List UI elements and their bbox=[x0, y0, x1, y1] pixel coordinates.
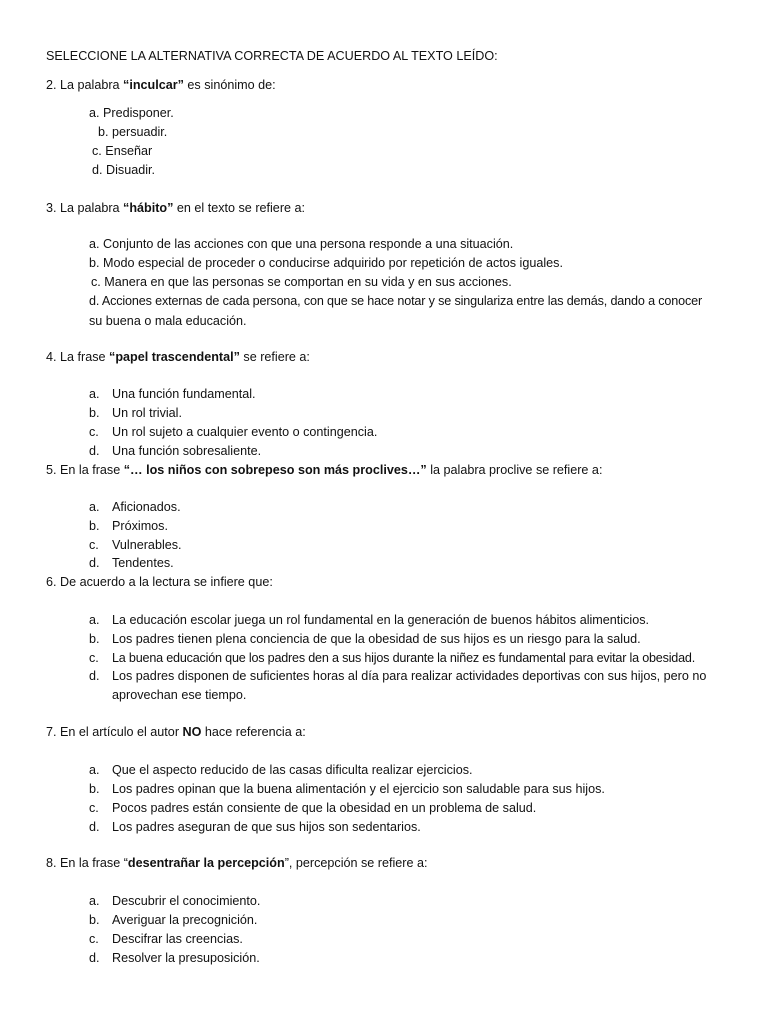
q3-option-b: b. Modo especial de proceder o conducirse adquirido por repetición de actos iguales. bbox=[89, 256, 563, 270]
q7-option-c: c. bbox=[89, 801, 99, 815]
q4-option-a-text: Una función fundamental. bbox=[112, 387, 256, 401]
q2-option-c: c. Enseñar bbox=[92, 144, 153, 158]
q7-option-d-text: Los padres aseguran de que sus hijos son sedentarios. bbox=[112, 820, 421, 834]
q8-option-c: c. bbox=[89, 932, 99, 946]
q7-option-c-text: Pocos padres están consiente de que la obesidad en un problema de salud. bbox=[112, 801, 537, 815]
instructions-header: SELECCIONE LA ALTERNATIVA CORRECTA DE ACUERDO AL TEXTO LEÍDO: bbox=[46, 49, 498, 63]
q5-option-d-text: Tendentes. bbox=[112, 556, 174, 570]
q4-option-d: d. bbox=[89, 444, 100, 458]
q7-option-a: a. bbox=[89, 763, 100, 777]
q5-option-b-text: Próximos. bbox=[112, 519, 168, 533]
q5-option-d: d. bbox=[89, 556, 100, 570]
q7-option-b: b. bbox=[89, 782, 100, 796]
q5-option-c-text: Vulnerables. bbox=[112, 538, 182, 552]
q7-option-b-text: Los padres opinan que la buena alimentación y el ejercicio son saludable para sus hijos. bbox=[112, 782, 605, 796]
q5-option-a-text: Aficionados. bbox=[112, 500, 181, 514]
q8-option-d-text: Resolver la presuposición. bbox=[112, 951, 260, 965]
q8-option-a: a. bbox=[89, 894, 100, 908]
question-8: 8. En la frase “desentrañar la percepción”, percepción se refiere a: bbox=[46, 856, 428, 870]
q2-option-b: b. persuadir. bbox=[98, 125, 168, 139]
q6-option-b: b. bbox=[89, 632, 100, 646]
q2-option-a: a. Predisponer. bbox=[89, 106, 174, 120]
q3-option-a: a. Conjunto de las acciones con que una persona responde a una situación. bbox=[89, 237, 514, 251]
q6-option-d: d. bbox=[89, 669, 100, 683]
q4-option-a: a. bbox=[89, 387, 100, 401]
q4-option-d-text: Una función sobresaliente. bbox=[112, 444, 262, 458]
question-5: 5. En la frase “… los niños con sobrepeso son más proclives…” la palabra proclive se refiere a: bbox=[46, 463, 603, 477]
question-6: 6. De acuerdo a la lectura se infiere que: bbox=[46, 575, 273, 589]
q5-option-a: a. bbox=[89, 500, 100, 514]
q8-option-b: b. bbox=[89, 913, 100, 927]
q6-option-a: a. bbox=[89, 613, 100, 627]
q5-option-c: c. bbox=[89, 538, 99, 552]
q6-option-a-text: La educación escolar juega un rol fundamental en la generación de buenos hábitos alimenticios. bbox=[112, 613, 649, 627]
q6-option-c: c. bbox=[89, 651, 99, 665]
q3-option-d-continued: su buena o mala educación. bbox=[89, 314, 247, 328]
q2-option-d: d. Disuadir. bbox=[92, 163, 155, 177]
q8-option-d: d. bbox=[89, 951, 100, 965]
question-2: 2. La palabra “inculcar” es sinónimo de: bbox=[46, 78, 276, 92]
q4-option-b-text: Un rol trivial. bbox=[112, 406, 182, 420]
q4-option-c-text: Un rol sujeto a cualquier evento o contingencia. bbox=[112, 425, 378, 439]
question-3: 3. La palabra “hábito” en el texto se refiere a: bbox=[46, 201, 306, 215]
q6-option-b-text: Los padres tienen plena conciencia de que la obesidad de sus hijos es un riesgo para la salud. bbox=[112, 632, 641, 646]
q8-option-b-text: Averiguar la precognición. bbox=[112, 913, 258, 927]
question-7: 7. En el artículo el autor NO hace referencia a: bbox=[46, 725, 306, 739]
q3-option-c: c. Manera en que las personas se comportan en su vida y en sus acciones. bbox=[91, 275, 512, 289]
q4-option-c: c. bbox=[89, 425, 99, 439]
q3-option-d: d. Acciones externas de cada persona, con que se hace notar y se singulariza entre las demás, dando a conocer bbox=[89, 294, 703, 308]
q6-option-d-text: Los padres disponen de suficientes horas al día para realizar actividades deportivas con sus hijos, pero no aprovechan ese tiempo. bbox=[112, 669, 707, 702]
q4-option-b: b. bbox=[89, 406, 100, 420]
q6-option-c-text: La buena educación que los padres den a sus hijos durante la niñez es fundamental para evitar la obesidad. bbox=[112, 651, 696, 665]
q8-option-c-text: Descifrar las creencias. bbox=[112, 932, 243, 946]
question-4: 4. La frase “papel trascendental” se refiere a: bbox=[46, 350, 310, 364]
q7-option-d: d. bbox=[89, 820, 100, 834]
q7-option-a-text: Que el aspecto reducido de las casas dificulta realizar ejercicios. bbox=[112, 763, 473, 777]
q5-option-b: b. bbox=[89, 519, 100, 533]
q8-option-a-text: Descubrir el conocimiento. bbox=[112, 894, 261, 908]
